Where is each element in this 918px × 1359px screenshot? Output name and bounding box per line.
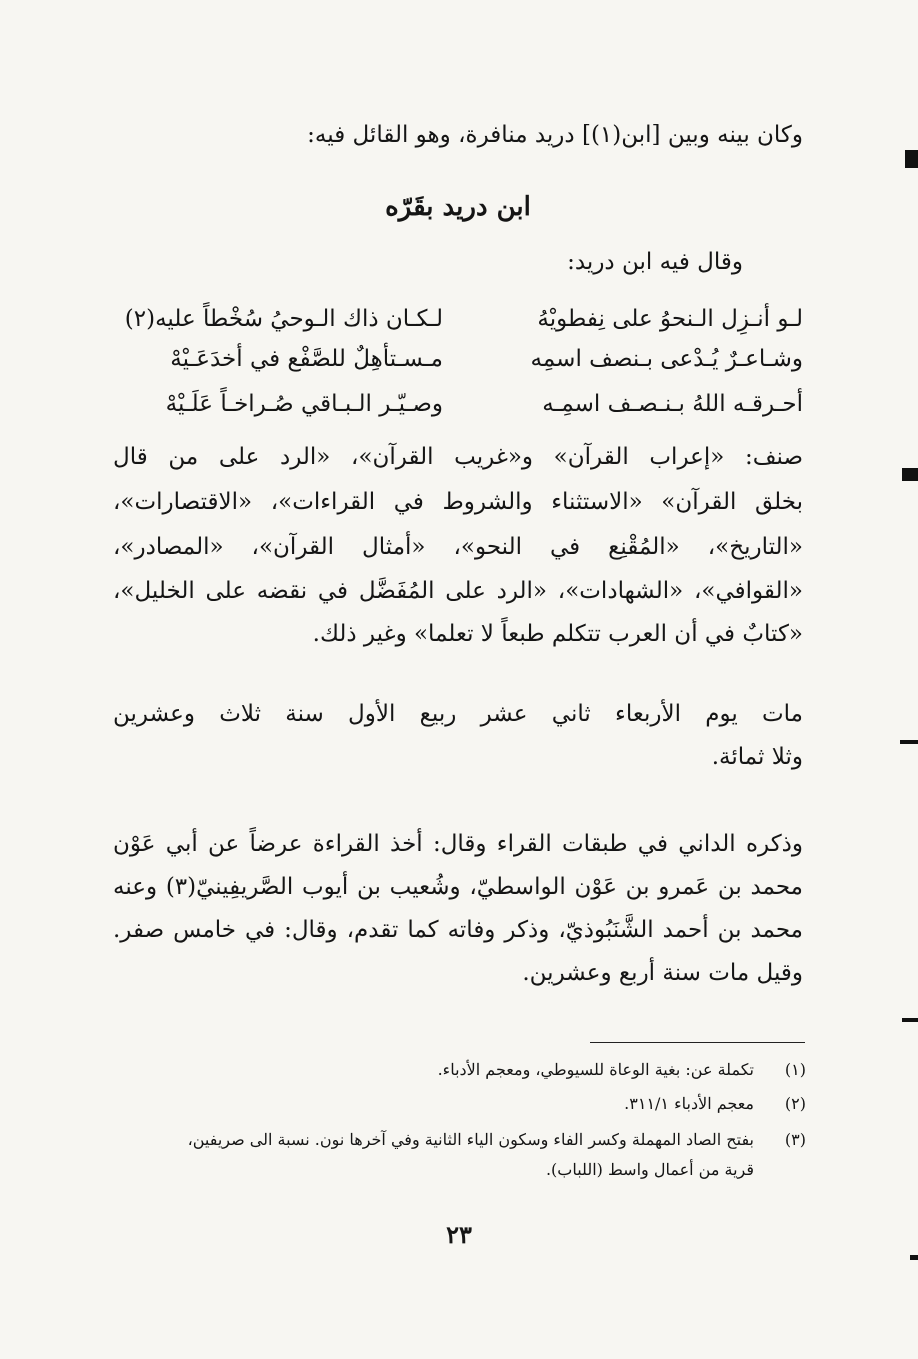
footnote-separator: [590, 1042, 805, 1043]
scan-edge-mark: [905, 150, 918, 168]
verse-second-hemistich: مـسـتأهِلٌ للصَّفْع في أخدَعَـيْهْ: [170, 346, 443, 372]
verse-second-hemistich: لـكـان ذاك الـوحيُ سُخْطاً عليه(٢): [124, 306, 443, 332]
works-line: بخلق القرآن» «الاستثناء والشروط في القراءات»، «الاقتصارات»،: [113, 489, 803, 515]
dani-line: وقيل مات سنة أربع وعشرين.: [522, 960, 803, 986]
dani-line: وذكره الداني في طبقات القراء وقال: أخذ القراءة عرضاً عن أبي عَوْن: [113, 831, 803, 857]
scan-edge-mark: [910, 1255, 918, 1260]
works-line: «القوافي»، «الشهادات»، «الرد على المُفَضَّل في نقضه على الخليل»،: [113, 578, 803, 604]
works-line: صنف: «إعراب القرآن» و«غريب القرآن»، «الرد على من قال: [113, 444, 803, 470]
footnote-text: تكملة عن: بغية الوعاة للسيوطي، ومعجم الأدباء.: [437, 1060, 754, 1079]
verse-second-hemistich: وصـيّـر الـبـاقي صُـراخـاً عَلَـيْهْ: [165, 391, 443, 417]
dani-line: محمد بن أحمد الشَّنَبُوذيّ، وذكر وفاته كما تقدم، وقال: في خامس صفر.: [113, 917, 803, 943]
verse-first-hemistich: وشـاعـرٌ يُـدْعى بـنصف اسمِه: [530, 346, 803, 372]
scan-edge-mark: [902, 1018, 918, 1022]
footnote-text: معجم الأدباء ٣١١/١.: [624, 1094, 754, 1113]
footnote: [106, 1056, 806, 1084]
footnote: [106, 1126, 806, 1188]
footnote-text: بفتح الصاد المهملة وكسر الفاء وسكون الياء الثانية وفي آخرها نون. نسبة الى صريفين،: [187, 1130, 754, 1149]
scan-edge-mark: [900, 740, 918, 744]
death-line: مات يوم الأربعاء ثاني عشر ربيع الأول سنة ثلاث وعشرين: [113, 701, 803, 727]
intro2-line: وقال فيه ابن دريد:: [567, 249, 743, 275]
poem-line-ibn-durayd: ابن دريد بقَرّه: [385, 192, 531, 222]
page-number: ٢٣: [446, 1220, 472, 1249]
works-line: «كتابٌ في أن العرب تتكلم طبعاً لا تعلما» وغير ذلك.: [312, 621, 803, 647]
footnote-number: (٣): [784, 1130, 806, 1149]
footnote-number: (١): [784, 1060, 806, 1079]
death-line: وثلا ثمائة.: [711, 744, 803, 770]
scan-edge-mark: [902, 468, 918, 481]
verse-row: [113, 302, 803, 336]
footnote-number: (٢): [784, 1094, 806, 1113]
footnote-text: قرية من أعمال واسط (اللباب).: [545, 1160, 754, 1179]
dani-line: محمد بن عَمرو بن عَوْن الواسطيّ، وشُعيب بن أيوب الصَّريفِينيّ(٣) وعنه: [113, 874, 803, 900]
verse-first-hemistich: أحـرقـه اللهُ بـنـصـف اسمِـه: [542, 391, 803, 417]
verse-row: [113, 342, 803, 376]
verse-row: [113, 387, 803, 421]
verse-first-hemistich: لـو أنـزِل الـنحوُ على نِفطويْهُ: [537, 306, 803, 332]
intro-line: وكان بينه وبين [ابن(١)] دريد منافرة، وهو القائل فيه:: [307, 122, 803, 148]
works-line: «التاريخ»، «المُقْنِع في النحو»، «أمثال القرآن»، «المصادر»،: [113, 534, 803, 560]
footnote: [106, 1090, 806, 1118]
